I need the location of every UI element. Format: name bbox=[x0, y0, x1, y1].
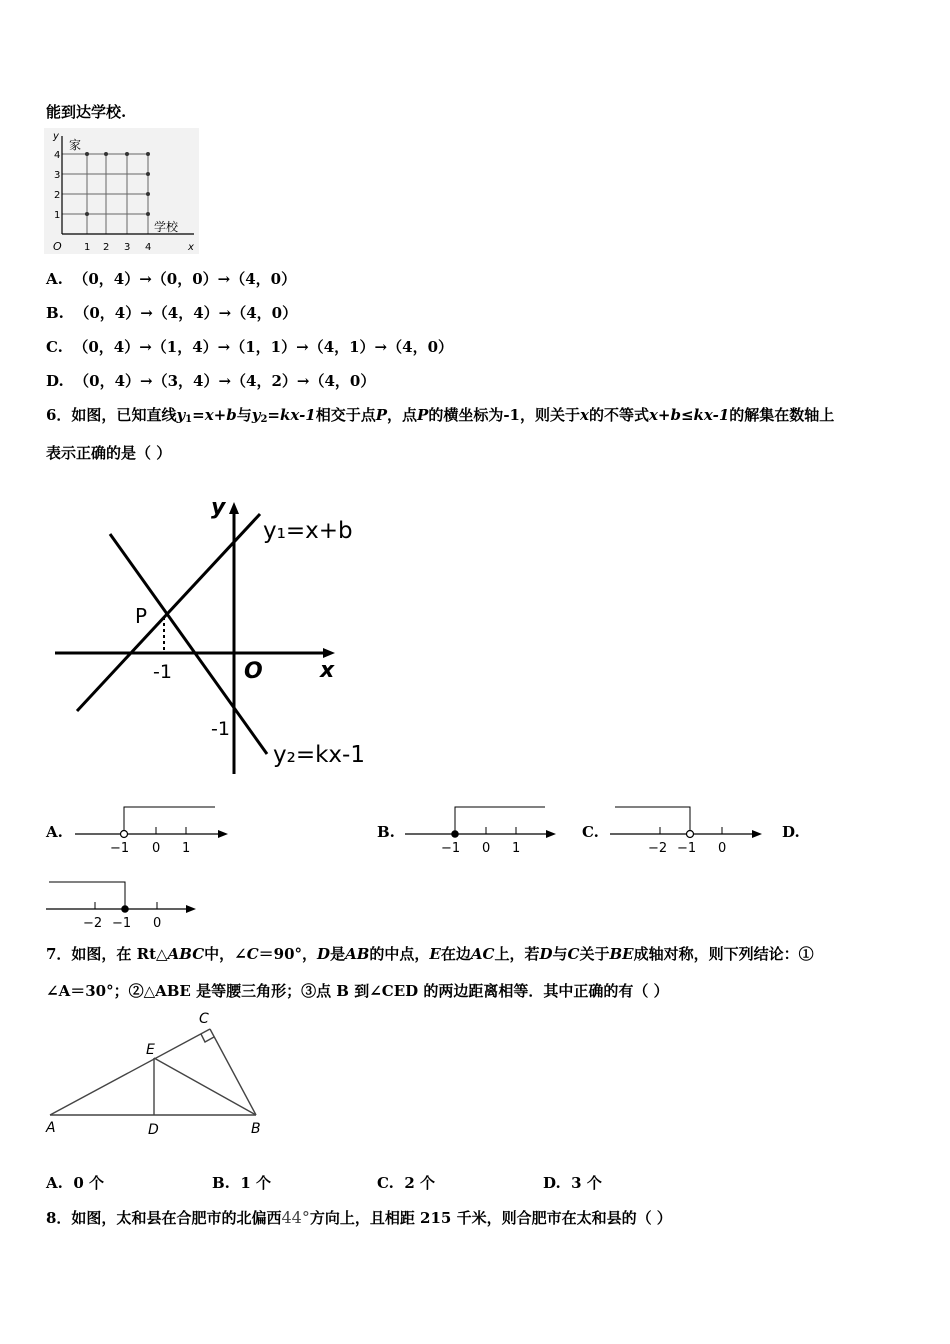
point-e-label: E bbox=[146, 1042, 155, 1058]
q5-option-a: A. （0，4）→（0，0）→（4，0） bbox=[46, 270, 297, 288]
q6-option-c-letter: C. bbox=[582, 823, 599, 841]
q7-stem-line1: 7．如图，在 Rt△ABC中，∠C＝90°，D是AB的中点，E在边AC上，若D与C关于BE成轴对称，则下列结论：① bbox=[46, 945, 814, 963]
q6-option-d-number-line bbox=[46, 875, 206, 935]
grid-y-tick: 3 bbox=[54, 170, 61, 181]
point-d-label: D bbox=[148, 1122, 159, 1138]
grid-origin-label: O bbox=[53, 240, 62, 253]
vertex-c-label: C bbox=[199, 1011, 209, 1027]
q5-grid-figure bbox=[44, 128, 204, 256]
tick-label: −2 bbox=[648, 841, 668, 856]
y-neg1-label: -1 bbox=[211, 718, 230, 740]
q6-option-b-number-line bbox=[405, 800, 565, 860]
tick-label: −2 bbox=[83, 916, 103, 931]
q8-stem: 8．如图，太和县在合肥市的北偏西44°方向上，且相距 215 千米，则合肥市在太和县的（ ） bbox=[46, 1208, 672, 1227]
q5-tail-text: 能到达学校. bbox=[46, 103, 127, 121]
grid-x-tick: 2 bbox=[103, 242, 110, 253]
line-y2-label: y₂=kx-1 bbox=[273, 742, 365, 768]
q6-option-b-letter: B. bbox=[377, 823, 395, 841]
grid-y-tick: 4 bbox=[54, 150, 61, 161]
grid-y-tick: 2 bbox=[54, 190, 61, 201]
q6-option-a-letter: A. bbox=[46, 823, 63, 841]
home-label: 家 bbox=[69, 138, 82, 152]
tick-label: −1 bbox=[441, 841, 461, 856]
tick-label: 0 bbox=[153, 916, 162, 931]
grid-x-label: x bbox=[188, 242, 194, 253]
tick-label: −1 bbox=[112, 916, 132, 931]
school-label: 学校 bbox=[154, 220, 179, 234]
grid-y-label: y bbox=[53, 131, 59, 142]
graph-x-axis-label: x bbox=[320, 658, 335, 683]
tick-label: 0 bbox=[718, 841, 727, 856]
q7-option-c: C. 2 个 bbox=[377, 1174, 436, 1192]
tick-label: 0 bbox=[482, 841, 491, 856]
grid-x-tick: 4 bbox=[145, 242, 152, 253]
graph-origin-label: O bbox=[244, 659, 263, 684]
tick-label: 0 bbox=[152, 841, 161, 856]
grid-x-tick: 1 bbox=[84, 242, 91, 253]
q5-option-b: B. （0，4）→（4，4）→（4，0） bbox=[46, 304, 298, 322]
point-p-label: P bbox=[135, 604, 148, 628]
vertex-b-label: B bbox=[251, 1121, 261, 1137]
graph-y-axis-label: y bbox=[211, 495, 226, 520]
q5-option-c: C. （0，4）→（1，4）→（1，1）→（4，1）→（4，0） bbox=[46, 338, 454, 356]
tick-label: −1 bbox=[677, 841, 697, 856]
vertex-a-label: A bbox=[46, 1120, 56, 1136]
line-y1-label: y₁=x+b bbox=[263, 518, 353, 544]
angle-value: 44° bbox=[281, 1208, 310, 1227]
q6-option-c-number-line bbox=[610, 800, 770, 860]
q7-option-d: D. 3 个 bbox=[543, 1174, 602, 1192]
q6-stem-line2: 表示正确的是（ ） bbox=[46, 444, 172, 462]
q7-option-b: B. 1 个 bbox=[212, 1174, 272, 1192]
q6-option-d-letter: D. bbox=[782, 823, 800, 841]
grid-y-tick: 1 bbox=[54, 210, 61, 221]
x-neg1-label: -1 bbox=[153, 661, 172, 683]
tick-label: 1 bbox=[182, 841, 191, 856]
q7-triangle-figure bbox=[44, 1008, 274, 1143]
q6-option-a-number-line bbox=[75, 800, 235, 860]
q6-stem-line1: 6．如图，已知直线$y_1=x+b$与$y_2=kx-1$相交于点P，点P的横坐标为-1，则关于x的不等式x+b≤kx-1的解集在数轴上 bbox=[46, 406, 835, 425]
q6-line-graph bbox=[55, 492, 375, 782]
tick-label: −1 bbox=[110, 841, 130, 856]
q5-option-d: D. （0，4）→（3，4）→（4，2）→（4，0） bbox=[46, 372, 376, 390]
q7-stem-line2: ∠A＝30°；②△ABE 是等腰三角形；③点 B 到∠CED 的两边距离相等．其中正确的有（ ） bbox=[46, 982, 669, 1000]
grid-x-tick: 3 bbox=[124, 242, 131, 253]
q7-option-a: A. 0 个 bbox=[46, 1174, 104, 1192]
tick-label: 1 bbox=[512, 841, 521, 856]
